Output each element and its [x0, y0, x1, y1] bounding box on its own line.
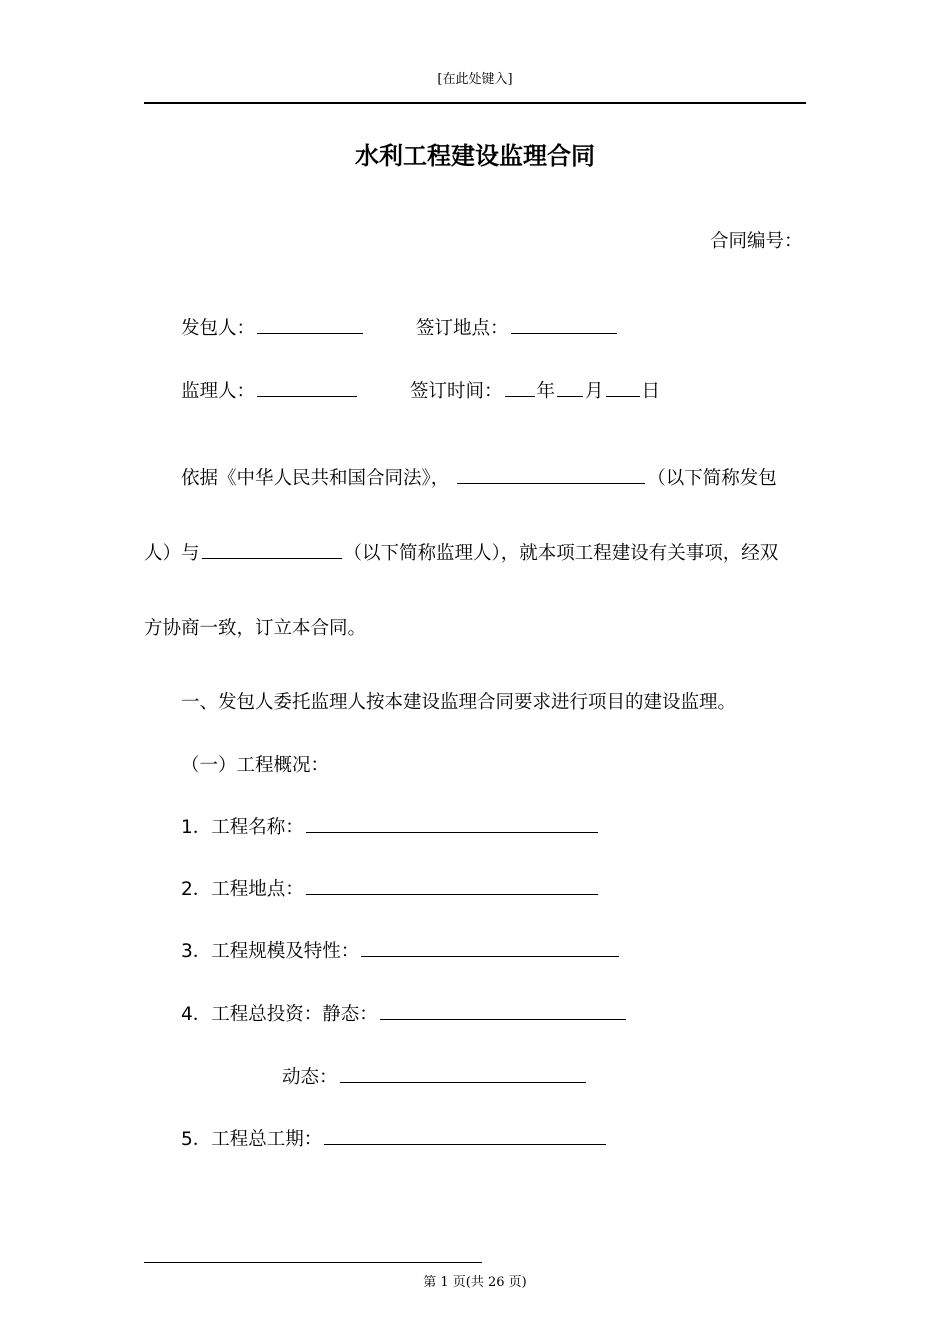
investment-dynamic-blank[interactable] — [340, 1081, 586, 1083]
project-name-label: 1．工程名称： — [181, 817, 304, 838]
supervisor-row — [181, 380, 359, 404]
supervisor-blank[interactable] — [257, 395, 357, 397]
month-blank[interactable] — [557, 395, 583, 397]
preamble-line-2 — [144, 542, 778, 566]
sign-time-label: 签订时间： — [410, 381, 503, 402]
project-scale-row — [181, 940, 621, 964]
employer-label: 发包人： — [181, 318, 256, 339]
contract-number-label: 合同编号： — [710, 231, 803, 252]
total-duration-blank[interactable] — [324, 1143, 606, 1145]
preamble-line-1 — [181, 467, 777, 491]
sign-place-row — [416, 317, 619, 341]
preamble-line1-suffix: （以下简称发包 — [647, 468, 777, 489]
preamble-line2-suffix: （以下简称监理人），就本项工程建设有关事项，经双 — [343, 543, 779, 564]
header-divider — [144, 102, 806, 104]
footer-divider — [144, 1262, 482, 1263]
total-duration-row — [181, 1128, 608, 1152]
investment-dynamic-label: 动态： — [282, 1067, 338, 1088]
employer-row — [181, 317, 365, 341]
preamble-supervisor-blank[interactable] — [202, 557, 342, 559]
project-scale-blank[interactable] — [361, 955, 619, 957]
page-number: 第 1 页(共 26 页) — [423, 1275, 527, 1290]
year-blank[interactable] — [505, 395, 535, 397]
clause-1-sub-heading: （一）工程概况： — [181, 755, 330, 776]
clause-1-heading: 一、发包人委托监理人按本建设监理合同要求进行项目的建设监理。 — [181, 692, 737, 713]
project-location-label: 2．工程地点： — [181, 879, 304, 900]
preamble-employer-blank[interactable] — [457, 482, 645, 484]
project-name-row — [181, 816, 600, 840]
sign-place-blank[interactable] — [511, 332, 617, 334]
sign-time-row — [410, 380, 660, 404]
month-label: 月 — [585, 381, 604, 402]
preamble-line1-prefix: 依据《中华人民共和国合同法》， — [181, 468, 450, 489]
page-header: [在此处键入] — [437, 72, 513, 87]
investment-dynamic-row — [282, 1066, 588, 1090]
preamble-line2-prefix: 人）与 — [144, 543, 200, 564]
sign-place-label: 签订地点： — [416, 318, 509, 339]
investment-static-label: 4．工程总投资：静态： — [181, 1004, 378, 1025]
project-scale-label: 3．工程规模及特性： — [181, 941, 360, 962]
day-label: 日 — [641, 381, 661, 402]
supervisor-label: 监理人： — [181, 381, 256, 402]
project-location-blank[interactable] — [306, 893, 598, 895]
investment-static-row — [181, 1003, 628, 1027]
project-location-row — [181, 878, 600, 902]
project-name-blank[interactable] — [306, 831, 598, 833]
employer-blank[interactable] — [257, 332, 363, 334]
preamble-line-3: 方协商一致，订立本合同。 — [144, 618, 367, 639]
year-label: 年 — [536, 381, 556, 402]
document-title: 水利工程建设监理合同 — [355, 142, 595, 170]
total-duration-label: 5．工程总工期： — [181, 1129, 323, 1150]
day-blank[interactable] — [606, 395, 640, 397]
investment-static-blank[interactable] — [380, 1018, 626, 1020]
